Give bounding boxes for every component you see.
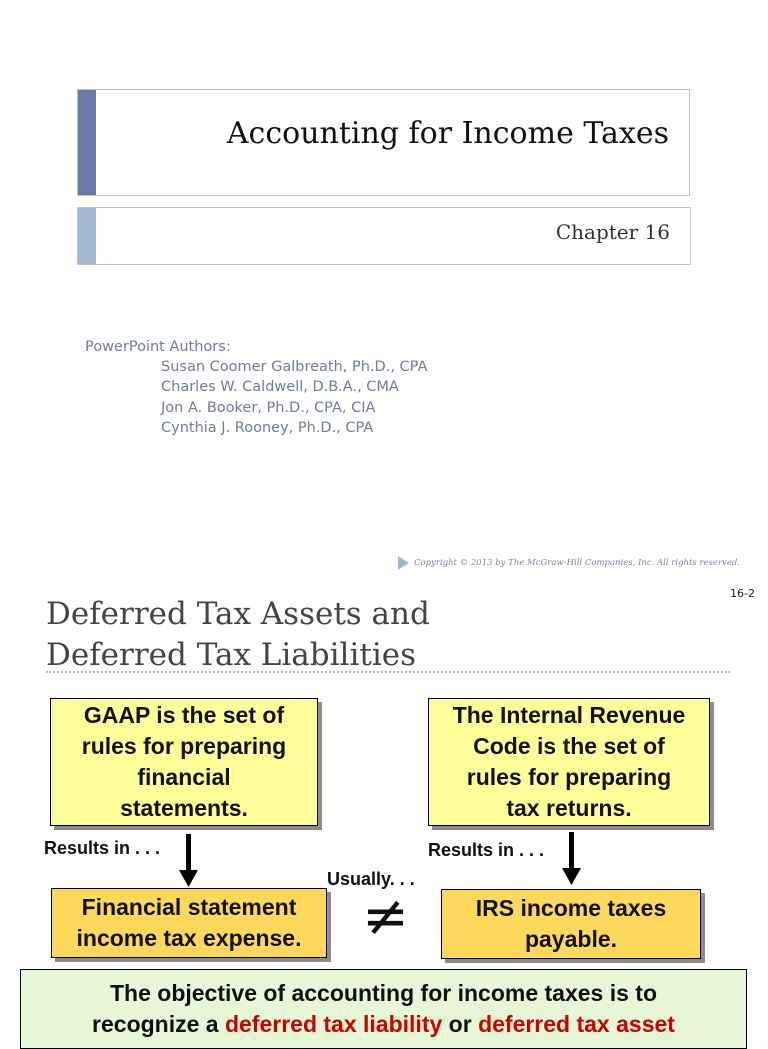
fs-expense-text: Financial statement income tax expense. <box>76 894 302 951</box>
fs-expense-box <box>51 888 327 958</box>
gaap-text: GAAP is the set of rules for preparing financial statements. <box>81 702 287 821</box>
slide-heading-line1: Deferred Tax Assets and <box>46 596 430 632</box>
heading-divider <box>46 671 730 673</box>
deferred-tax-liability-term: deferred tax liability <box>224 1011 443 1037</box>
copyright-notice: Copyright © 2013 by The McGraw-Hill Companies, Inc. All rights reserved. <box>414 558 740 568</box>
down-arrow-icon <box>179 834 199 888</box>
objective-text-or: or <box>442 1011 479 1037</box>
chapter-accent-bar <box>78 208 96 264</box>
results-in-left: Results in . . . <box>44 838 161 858</box>
triangle-bullet-icon <box>398 556 409 570</box>
results-in-right: Results in . . . <box>428 840 545 860</box>
title-accent-bar <box>78 90 96 195</box>
author-line: Charles W. Caldwell, D.B.A., CMA <box>161 379 399 395</box>
objective-box <box>20 969 747 1049</box>
title-box <box>77 89 690 196</box>
slide-title: Accounting for Income Taxes <box>226 116 669 151</box>
objective-line2 <box>21 1009 746 1040</box>
deferred-tax-asset-term: deferred tax asset <box>478 1011 675 1037</box>
slide-number: 16-2 <box>730 587 755 600</box>
usually-label: Usually. . . <box>327 869 415 889</box>
down-arrow-icon <box>562 832 582 886</box>
objective-text-a: recognize a <box>92 1011 225 1037</box>
gaap-box <box>50 698 318 826</box>
slide-heading-line2: Deferred Tax Liabilities <box>46 637 416 673</box>
author-line: Jon A. Booker, Ph.D., CPA, CIA <box>161 400 376 416</box>
objective-line1: The objective of accounting for income taxes is to <box>110 980 657 1006</box>
chapter-label: Chapter 16 <box>555 220 670 244</box>
not-equal-icon: ≠ <box>362 884 409 949</box>
irc-box <box>428 698 710 826</box>
irc-text: The Internal Revenue Code is the set of rules for preparing tax returns. <box>452 702 686 821</box>
author-line: Susan Coomer Galbreath, Ph.D., CPA <box>161 359 428 375</box>
chapter-box <box>77 207 691 265</box>
irs-payable-box <box>441 889 701 959</box>
author-line: Cynthia J. Rooney, Ph.D., CPA <box>161 420 374 436</box>
authors-heading: PowerPoint Authors: <box>85 339 231 355</box>
irs-payable-text: IRS income taxes payable. <box>475 895 667 952</box>
